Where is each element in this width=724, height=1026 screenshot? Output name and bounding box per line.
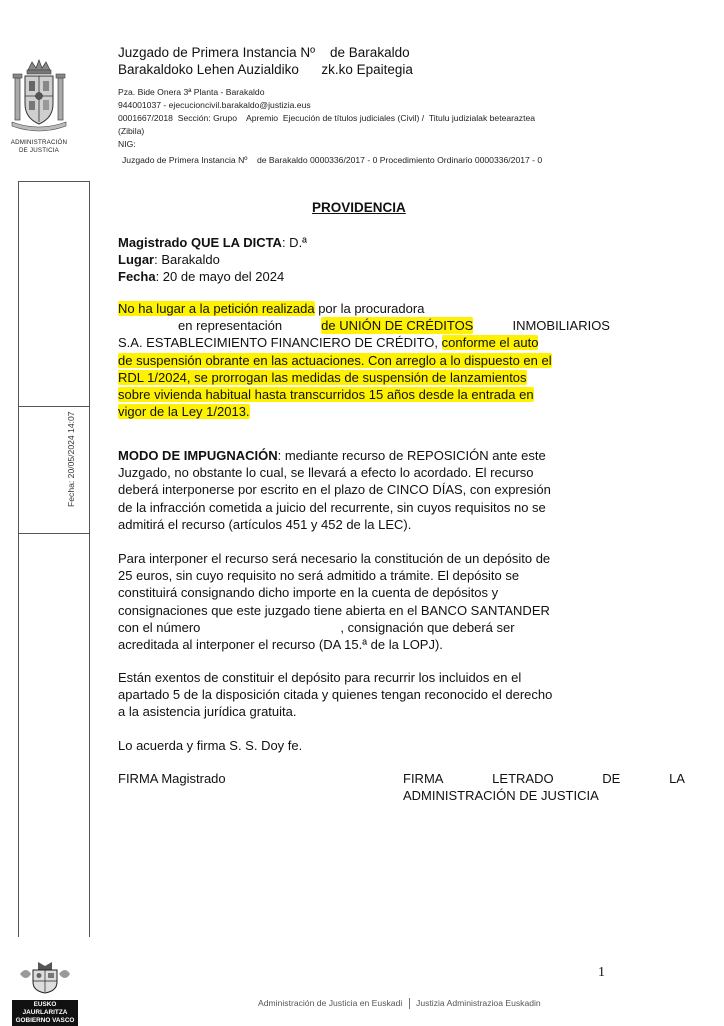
magistrado-label: Magistrado QUE LA DICTA [118, 235, 282, 250]
text-span: LETRADO [492, 771, 554, 786]
impugnacion-label: MODO DE IMPUGNACIÓN [118, 448, 278, 463]
basque-emblem-icon [12, 960, 78, 994]
highlighted-text: No ha lugar a la petición realizada [118, 301, 315, 316]
text-line [118, 403, 610, 420]
highlighted-text: de UNIÓN DE CRÉDITOS [321, 318, 474, 334]
case-line: 0001667/2018 Sección: Grupo Apremio Ejecución de títulos judiciales (Civil) / Titulu judizialak betearaztea [118, 113, 536, 123]
text-span: INMOBILIARIOS [512, 318, 610, 334]
sidebar-divider [18, 181, 90, 182]
basque-logo-caption-line: GOBIERNO VASCO [15, 1017, 75, 1024]
text-span: LA [669, 771, 685, 786]
fecha-line [118, 268, 284, 285]
logo-caption-line: DE JUSTICIA [18, 147, 60, 154]
highlighted-text: de suspensión obrante en las actuaciones. Con arreglo a lo dispuesto en el [118, 352, 552, 368]
text-line: acreditada al interponer el recurso (DA 15.ª de la LOPJ). [118, 637, 443, 653]
footer-separator [409, 998, 410, 1009]
lugar-label: Lugar [118, 252, 155, 267]
signature-letrado [403, 770, 685, 804]
text-line: 25 euros, sin cuyo requisito no será admitido a trámite. El depósito se [118, 568, 520, 584]
footer-right: Justizia Administrazioa Euskadin [416, 998, 541, 1008]
text-line [118, 619, 610, 636]
court-name-eu: Barakaldoko Lehen Auzialdiko zk.ko Epaitegia [118, 62, 413, 77]
text-span: FIRMA [403, 771, 444, 786]
text-line: admitirá el recurso (artículos 451 y 452 de la LEC). [118, 516, 412, 532]
text-span: S.A. ESTABLECIMIENTO FINANCIERO DE CRÉDITO, [118, 335, 442, 351]
lugar-value: : Barakaldo [154, 252, 220, 267]
court-contact: 944001037 - ejecucioncivil.barakaldo@justizia.eus [118, 100, 311, 110]
closing-line: Lo acuerda y firma S. S. Doy fe. [118, 738, 303, 753]
text-span: en representación [178, 318, 283, 334]
footer [258, 998, 541, 1009]
highlighted-text: vigor de la Ley 1/2013. [118, 404, 250, 420]
signature-magistrado: FIRMA Magistrado [118, 771, 226, 786]
basque-government-logo [12, 960, 78, 1024]
magistrado-line [118, 234, 307, 251]
origin-procedure: Juzgado de Primera Instancia Nº de Barakaldo 0000336/2017 - 0 Procedimiento Ordinario 0000336/2017 - 0 [122, 155, 543, 165]
basque-logo-caption [12, 1000, 78, 1026]
date-stamp: Fecha: 20/05/2024 14:07 [66, 411, 76, 507]
coat-of-arms-logo [10, 56, 68, 136]
case-line-2: (Zibila) [118, 126, 145, 136]
exentos-paragraph [118, 669, 610, 721]
text-span: : mediante recurso de REPOSICIÓN ante este [277, 448, 546, 463]
footer-left: Administración de Justicia en Euskadi [258, 998, 403, 1008]
coat-of-arms-icon [10, 56, 68, 136]
logo-caption-line: ADMINISTRACIÓN [10, 139, 68, 146]
text-line [118, 352, 610, 369]
text-line: constituirá consignando dicho importe en la cuenta de depósitos y [118, 585, 499, 601]
deposito-paragraph [118, 550, 610, 653]
court-name-es: Juzgado de Primera Instancia Nº de Barakaldo [118, 45, 410, 60]
court-address: Pza. Bide Onera 3ª Planta - Barakaldo [118, 87, 265, 97]
text-span: por la procuradora [314, 301, 425, 316]
nig-label: NIG: [118, 139, 136, 149]
logo-caption [8, 139, 70, 155]
text-line [118, 300, 610, 317]
signature-letrado-line2: ADMINISTRACIÓN DE JUSTICIA [403, 788, 599, 803]
sidebar-divider [18, 533, 90, 534]
text-line [118, 369, 610, 386]
text-line [118, 386, 610, 403]
text-line: de la infracción cometida a juicio del recurrente, sin cuyos requisitos no se [118, 499, 546, 515]
text-line: a la asistencia jurídica gratuita. [118, 704, 297, 720]
text-span: , consignación que deberá ser [340, 619, 515, 635]
page-number: 1 [598, 965, 605, 980]
resolution-paragraph [118, 300, 610, 420]
sidebar-frame [18, 181, 90, 937]
text-line: Para interponer el recurso será necesario la constitución de un depósito de [118, 551, 551, 566]
highlighted-text: sobre vivienda habitual hasta transcurridos 15 años desde la entrada en [118, 387, 534, 403]
text-line [118, 447, 610, 464]
signature-letrado-line1 [403, 770, 685, 787]
text-span: DE [602, 771, 621, 786]
text-line [118, 317, 610, 334]
basque-logo-caption-line: EUSKO JAURLARITZA [22, 1001, 68, 1016]
highlighted-text: conforme el auto [441, 335, 539, 351]
text-span: con el número [118, 619, 201, 635]
lugar-line [118, 251, 220, 268]
sidebar-divider [18, 406, 90, 407]
text-line [118, 334, 610, 351]
document-title: PROVIDENCIA [312, 200, 406, 215]
text-line: deberá interponerse por escrito en el plazo de CINCO DÍAS, con expresión [118, 482, 551, 498]
text-line: Juzgado, no obstante lo cual, se llevará a efecto lo acordado. El recurso [118, 465, 534, 481]
impugnacion-paragraph [118, 447, 610, 533]
text-line: apartado 5 de la disposición citada y quienes tengan reconocido el derecho [118, 687, 553, 703]
fecha-label: Fecha [118, 269, 156, 284]
text-line: Están exentos de constituir el depósito para recurrir los incluidos en el [118, 670, 522, 685]
highlighted-text: RDL 1/2024, se prorrogan las medidas de suspensión de lanzamientos [118, 369, 527, 385]
magistrado-value: : D.ª [281, 235, 307, 250]
text-line: consignaciones que este juzgado tiene abierta en el BANCO SANTANDER [118, 602, 550, 618]
fecha-value: : 20 de mayo del 2024 [155, 269, 285, 284]
